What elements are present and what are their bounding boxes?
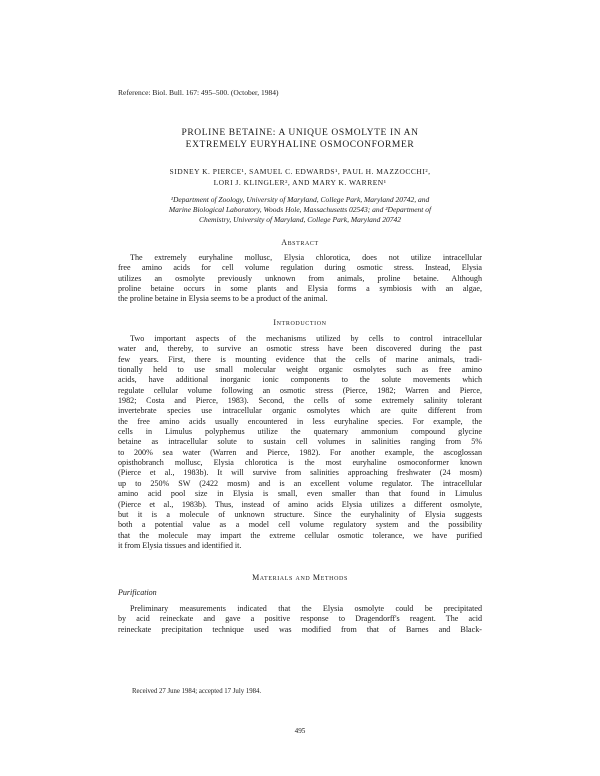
abstract-line: proline betaine occurs in some plants and Elysia forms a symbiosis with an algae, <box>118 284 482 294</box>
introduction-line: up to 250% SW (2422 mosm) and is an excellent volume regulator. The intracellular <box>118 478 482 488</box>
introduction-line: it from Elysia tissues and identified it. <box>118 540 242 550</box>
affiliation-line-2: Marine Biological Laboratory, Woods Hole, Massachusetts 02543; and ²Department of <box>168 205 432 214</box>
purification-paragraph <box>118 604 482 635</box>
introduction-line: (Pierce et al., 1983b). It will survive from salinities approaching freshwater (24 mosm) <box>118 468 482 478</box>
introduction-line: water and, thereby, to survive an osmotic stress have been discovered during the past <box>118 344 482 354</box>
introduction-line: 1982; Costa and Pierce, 1983). Second, the cells of some extremely salinity tolerant <box>118 396 482 406</box>
authors-line-2: LORI J. KLINGLER², AND MARY K. WARREN¹ <box>213 178 387 187</box>
introduction-line: betaine as intracellular solute to sustain cell volumes in salinities ranging from 5% <box>118 437 482 447</box>
introduction-line: regulate cellular volume following an osmotic stress (Pierce, 1982; Warren and Pierce, <box>118 385 482 395</box>
purification-line: reineckate precipitation technique used was modified from that of Barnes and Black- <box>118 624 482 634</box>
authors-line-1: SIDNEY K. PIERCE¹, SAMUEL C. EDWARDS¹, PAUL H. MAZZOCCHI², <box>169 167 431 176</box>
introduction-line: the free amino acids usually encountered in less euryhaline species. For example, the <box>118 416 482 426</box>
abstract-heading: Abstract <box>281 238 319 247</box>
citation-reference: Reference: Biol. Bull. 167: 495–500. (October, 1984) <box>118 88 279 97</box>
affiliation-line-3: Chemistry, University of Maryland, College Park, Maryland 20742 <box>198 215 402 224</box>
introduction-line: that the molecule may impart the extreme cellular osmotic tolerance, we have purified <box>118 530 482 540</box>
introduction-line: tionally held to use small molecular weight organic osmolytes such as free amino <box>118 365 482 375</box>
purification-subheading: Purification <box>118 588 157 597</box>
page-number: 495 <box>294 727 306 735</box>
affiliation-line-1: ¹Department of Zoology, University of Maryland, College Park, Maryland 20742, and <box>170 195 430 204</box>
introduction-line: to 200% sea water (Warren and Pierce, 1982). For another example, the ascoglossan <box>118 447 482 457</box>
abstract-line: The extremely euryhaline mollusc, Elysia chlorotica, does not utilize intracellular <box>130 253 482 262</box>
paper-title-line-1: PROLINE BETAINE: A UNIQUE OSMOLYTE IN AN <box>181 128 419 138</box>
abstract-line: free amino acids for cell volume regulation during osmotic stress. Instead, Elysia <box>118 263 482 273</box>
abstract-line: utilizes an osmolyte previously unknown from animals, proline betaine. Although <box>118 273 482 283</box>
introduction-line: acids, have additional inorganic ionic components to the solute movements which <box>118 375 482 385</box>
abstract-line: the proline betaine in Elysia seems to be a product of the animal. <box>118 294 328 304</box>
introduction-line: opisthobranch mollusc, Elysia chlorotica is the most euryhaline osmoconformer known <box>118 458 482 468</box>
introduction-line: amino acid pool size in Elysia is small, even smaller than that found in Limulus <box>118 489 482 499</box>
introduction-line: few years. First, there is mounting evidence that the cells of marine animals, tradi- <box>118 354 482 364</box>
methods-heading: Materials and Methods <box>252 573 348 582</box>
purification-line: Preliminary measurements indicated that the Elysia osmolyte could be precipitated <box>130 604 482 613</box>
introduction-line: cells in Limulus polyphemus utilize the quaternary ammonium compound glycine <box>118 427 482 437</box>
introduction-paragraph <box>118 334 482 551</box>
introduction-line: but it is a molecule of unknown structure. Since the euryhalinity of Elysia suggests <box>118 509 482 519</box>
introduction-line: both a potential value as a model cell volume regulatory system and the possibility <box>118 520 482 530</box>
introduction-line: invertebrate species use intracellular organic osmolytes which are quite different from <box>118 406 482 416</box>
paper-title-line-2: EXTREMELY EURYHALINE OSMOCONFORMER <box>185 140 415 150</box>
introduction-heading: Introduction <box>273 318 327 327</box>
introduction-line: (Pierce et al., 1983b). Thus, instead of amino acids Elysia utilizes a different osmolyte, <box>118 499 482 509</box>
received-date-footnote: Received 27 June 1984; accepted 17 July 1984. <box>132 688 262 695</box>
introduction-line: Two important aspects of the mechanisms utilized by cells to control intracellular <box>130 334 482 343</box>
abstract-paragraph <box>118 253 482 305</box>
purification-line: by acid reineckate and gave a positive response to Dragendorff's reagent. The acid <box>118 614 482 624</box>
